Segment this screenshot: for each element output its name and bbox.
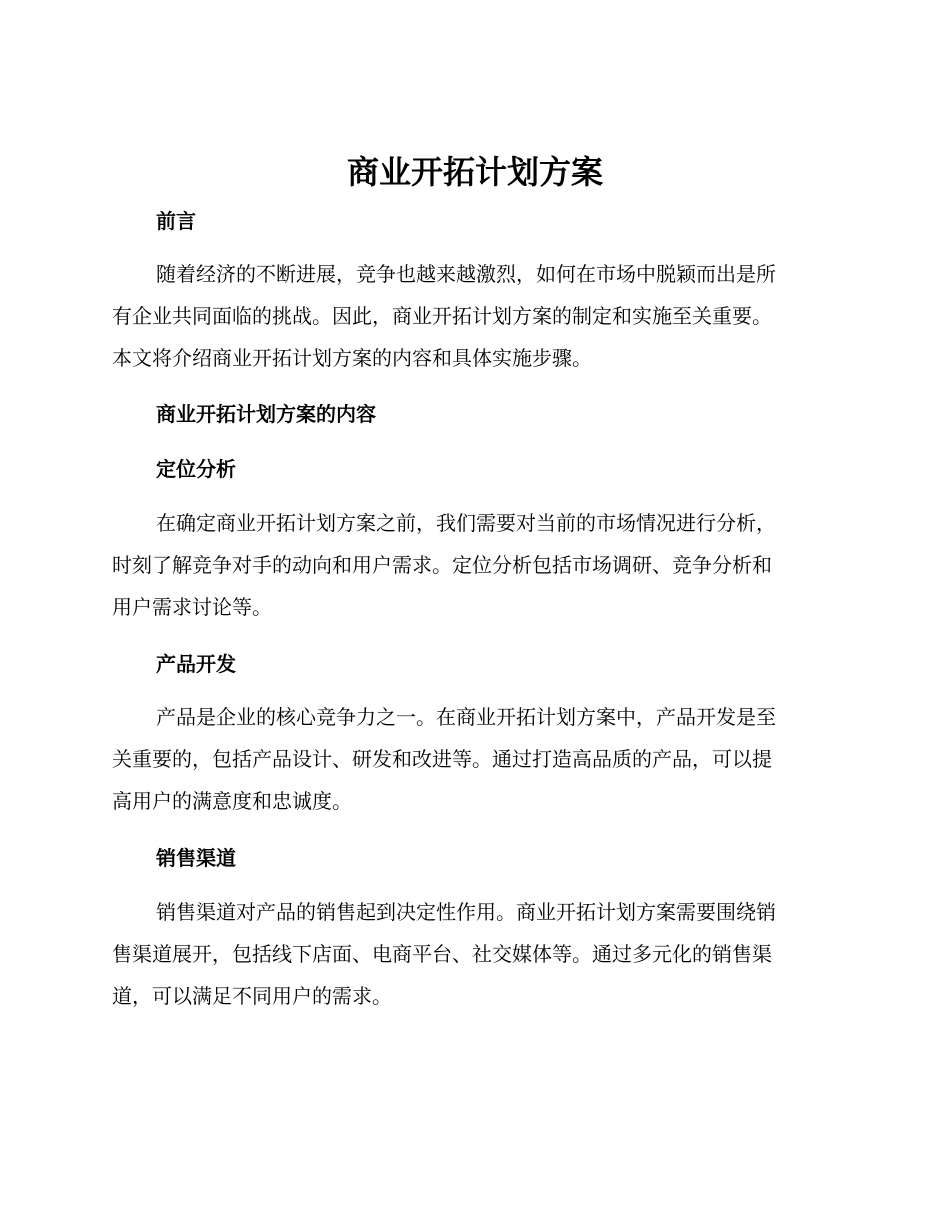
paragraph-line: 高用户的满意度和忠诚度。 <box>112 789 352 813</box>
paragraph-line: 销售渠道对产品的销售起到决定性作用。商业开拓计划方案需要围绕销 <box>156 900 776 924</box>
paragraph-line: 售渠道展开，包括线下店面、电商平台、社交媒体等。通过多元化的销售渠 <box>112 942 772 966</box>
paragraph-line: 用户需求讨论等。 <box>112 595 272 619</box>
paragraph-preface <box>112 253 832 379</box>
section-heading-preface: 前言 <box>156 209 196 233</box>
paragraph-line: 在确定商业开拓计划方案之前，我们需要对当前的市场情况进行分析， <box>156 511 776 535</box>
paragraph-line: 有企业共同面临的挑战。因此，商业开拓计划方案的制定和实施至关重要。 <box>112 304 772 328</box>
paragraph-product-development <box>112 696 832 822</box>
document-title: 商业开拓计划方案 <box>346 153 603 191</box>
paragraph-line: 关重要的，包括产品设计、研发和改进等。通过打造高品质的产品，可以提 <box>112 747 772 771</box>
paragraph-line: 道，可以满足不同用户的需求。 <box>112 984 392 1008</box>
paragraph-line: 本文将介绍商业开拓计划方案的内容和具体实施步骤。 <box>112 346 592 370</box>
section-heading-plan-content: 商业开拓计划方案的内容 <box>156 402 376 426</box>
paragraph-line: 随着经济的不断进展，竞争也越来越激烈，如何在市场中脱颖而出是所 <box>156 262 776 286</box>
section-heading-product-development: 产品开发 <box>156 652 236 676</box>
section-heading-positioning: 定位分析 <box>156 457 236 481</box>
paragraph-line: 产品是企业的核心竞争力之一。在商业开拓计划方案中，产品开发是至 <box>156 705 776 729</box>
paragraph-positioning <box>112 502 832 628</box>
section-heading-sales-channels: 销售渠道 <box>156 846 236 870</box>
paragraph-line: 时刻了解竞争对手的动向和用户需求。定位分析包括市场调研、竞争分析和 <box>112 553 772 577</box>
paragraph-sales-channels <box>112 891 832 1017</box>
